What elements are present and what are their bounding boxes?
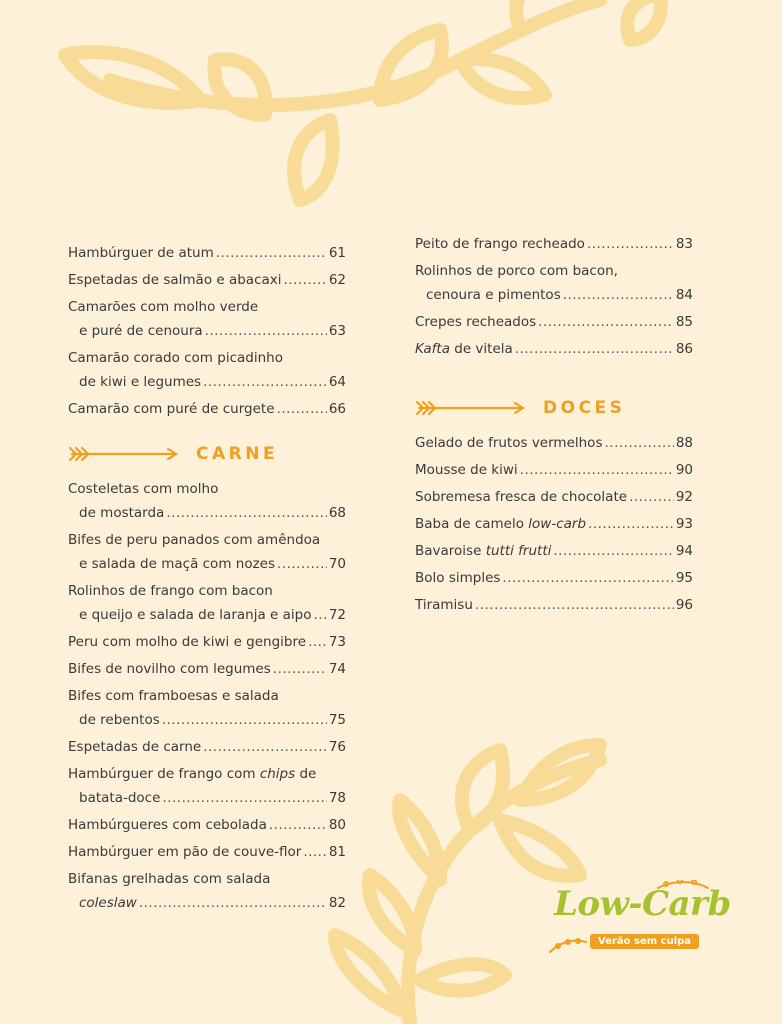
dot-leader <box>629 488 674 506</box>
entry-title <box>68 271 282 289</box>
entry-text-after: de <box>295 766 317 782</box>
entry-text: Peru com molho de kiwi e gengibre <box>68 634 307 650</box>
entry-text: batata-doce <box>79 790 161 806</box>
entry-text: Bifes de peru panados com amêndoa <box>68 532 321 548</box>
toc-entry <box>415 262 693 304</box>
page-number: 70 <box>328 556 346 572</box>
entry-text: Espetadas de salmão e abacaxi <box>68 272 282 288</box>
entry-title <box>415 488 627 506</box>
entry-title <box>415 515 586 533</box>
toc-line <box>68 298 346 316</box>
entry-text: Crepes recheados <box>415 314 537 330</box>
toc-line <box>415 434 693 452</box>
entry-text: de rebentos <box>79 712 160 728</box>
toc-entry <box>415 235 693 253</box>
dot-leader <box>216 244 327 262</box>
entry-text: Bavaroise <box>415 543 486 559</box>
section-title: DOCES <box>543 398 626 418</box>
toc-line <box>68 633 346 651</box>
entry-italic-text: low-carb <box>528 516 587 532</box>
toc-line <box>415 262 693 280</box>
toc-line <box>415 515 693 533</box>
entry-title <box>79 555 275 573</box>
toc-entry <box>68 633 346 651</box>
toc-line <box>68 271 346 289</box>
arrow-icon <box>415 399 529 417</box>
toc-entry <box>415 461 693 479</box>
toc-line <box>415 286 693 304</box>
page-number: 74 <box>328 661 346 677</box>
page-number: 81 <box>328 844 346 860</box>
dot-leader <box>515 340 674 358</box>
entry-text: Bifes de novilho com legumes <box>68 661 271 677</box>
page-number: 63 <box>328 323 346 339</box>
toc-line <box>68 816 346 834</box>
toc-entry <box>415 569 693 587</box>
toc-line <box>68 606 346 624</box>
page-number: 90 <box>675 462 693 478</box>
page-number: 94 <box>675 543 693 559</box>
toc-line <box>68 765 346 783</box>
brand-logo <box>548 880 738 960</box>
dot-leader <box>563 286 674 304</box>
page-number: 93 <box>675 516 693 532</box>
dot-leader <box>203 738 327 756</box>
dot-leader <box>162 789 326 807</box>
entry-title <box>415 313 536 331</box>
entry-text: Peito de frango recheado <box>415 236 585 252</box>
entry-title <box>68 298 258 316</box>
dot-leader <box>303 843 327 861</box>
page-number: 72 <box>328 607 346 623</box>
entry-text: e puré de cenoura <box>79 323 203 339</box>
entry-title <box>415 434 602 452</box>
toc-entry <box>68 480 346 522</box>
entry-title <box>68 244 214 262</box>
entry-title <box>79 504 164 522</box>
entry-title <box>426 286 561 304</box>
toc-line <box>415 488 693 506</box>
toc-line <box>68 349 346 367</box>
section-header-doces <box>415 398 693 418</box>
page-number: 75 <box>328 712 346 728</box>
entry-text: e queijo e salada de laranja e aipo <box>79 607 312 623</box>
entry-text: Camarão corado com picadinho <box>68 350 283 366</box>
toc-entry <box>68 687 346 729</box>
entry-text: Hambúrgueres com cebolada <box>68 817 267 833</box>
toc-line <box>68 373 346 391</box>
toc-line <box>415 340 693 358</box>
entry-title <box>415 461 518 479</box>
dot-leader <box>588 515 674 533</box>
entry-text: Costeletas com molho <box>68 481 219 497</box>
toc-line <box>415 313 693 331</box>
page-number: 88 <box>675 435 693 451</box>
toc-entry <box>415 542 693 560</box>
entry-title <box>68 582 273 600</box>
entry-text-after: de vitela <box>449 341 513 357</box>
entry-text: Mousse de kiwi <box>415 462 518 478</box>
toc-entry <box>68 816 346 834</box>
dot-leader <box>205 322 327 340</box>
page-number: 82 <box>328 895 346 911</box>
entry-title <box>79 373 201 391</box>
logo-title: Low-Carb <box>554 884 731 924</box>
dot-leader <box>277 555 327 573</box>
entry-text: Camarão com puré de curgete <box>68 401 275 417</box>
section-header-carne <box>68 444 346 464</box>
toc-line <box>415 461 693 479</box>
entry-title <box>68 870 270 888</box>
entry-text: Gelado de frutos vermelhos <box>415 435 603 451</box>
entry-title <box>68 480 218 498</box>
toc-line <box>415 235 693 253</box>
toc-line <box>68 322 346 340</box>
toc-list-peixe <box>68 244 346 418</box>
toc-line <box>68 660 346 678</box>
section-title: CARNE <box>196 444 279 464</box>
dot-leader <box>538 313 674 331</box>
entry-title <box>79 789 160 807</box>
toc-entry <box>68 531 346 573</box>
page-number: 76 <box>328 739 346 755</box>
toc-list-carne <box>68 480 346 912</box>
dot-leader <box>313 606 326 624</box>
dot-leader <box>203 373 327 391</box>
toc-entry <box>68 244 346 262</box>
entry-title <box>415 596 473 614</box>
entry-title <box>68 816 267 834</box>
toc-list-doces <box>415 434 693 614</box>
entry-title <box>68 765 316 783</box>
entry-italic-text: Kafta <box>415 341 450 357</box>
entry-text: Bifanas grelhadas com salada <box>68 871 271 887</box>
page-number: 80 <box>328 817 346 833</box>
dot-leader <box>139 894 327 912</box>
page-number: 85 <box>675 314 693 330</box>
toc-entry <box>415 488 693 506</box>
toc-line <box>68 555 346 573</box>
toc-line <box>68 711 346 729</box>
page-number: 61 <box>328 245 346 261</box>
entry-text: Sobremesa fresca de chocolate <box>415 489 628 505</box>
page-number: 64 <box>328 374 346 390</box>
toc-line <box>68 843 346 861</box>
toc-entry <box>415 515 693 533</box>
entry-italic-text: chips <box>259 766 296 782</box>
toc-entry <box>68 349 346 391</box>
toc-entry <box>415 434 693 452</box>
entry-title <box>79 322 203 340</box>
toc-entry <box>68 298 346 340</box>
entry-text: Baba de camelo <box>415 516 529 532</box>
dot-leader <box>475 596 674 614</box>
toc-line <box>68 582 346 600</box>
entry-text: Rolinhos de frango com bacon <box>68 583 273 599</box>
page-number: 66 <box>328 401 346 417</box>
entry-text: Hambúrguer em pão de couve-flor <box>68 844 302 860</box>
dot-leader <box>604 434 673 452</box>
toc-line <box>68 738 346 756</box>
entry-text: Hambúrguer de frango com <box>68 766 260 782</box>
toc-entry <box>68 870 346 912</box>
dot-leader <box>273 660 327 678</box>
entry-text: Tiramisu <box>415 597 473 613</box>
toc-entry <box>68 660 346 678</box>
dot-leader <box>284 271 327 289</box>
entry-title <box>79 894 137 912</box>
page-number: 96 <box>675 597 693 613</box>
toc-entry <box>68 738 346 756</box>
toc-entry <box>68 400 346 418</box>
toc-line <box>68 480 346 498</box>
toc-entry <box>415 313 693 331</box>
entry-text: de mostarda <box>79 505 165 521</box>
entry-title <box>68 660 271 678</box>
toc-line <box>415 542 693 560</box>
arrow-icon <box>68 445 182 463</box>
toc-entry <box>68 765 346 807</box>
toc-entry <box>68 843 346 861</box>
toc-right-column <box>415 235 693 623</box>
toc-entry <box>68 582 346 624</box>
toc-line <box>68 789 346 807</box>
entry-text: Bolo simples <box>415 570 501 586</box>
entry-text: Bifes com framboesas e salada <box>68 688 279 704</box>
page-number: 73 <box>328 634 346 650</box>
page-number: 86 <box>675 341 693 357</box>
dot-leader <box>162 711 327 729</box>
toc-line <box>415 569 693 587</box>
toc-line <box>68 870 346 888</box>
entry-title <box>68 400 275 418</box>
entry-title <box>79 711 160 729</box>
entry-text: Camarões com molho verde <box>68 299 259 315</box>
dot-leader <box>166 504 326 522</box>
toc-line <box>68 531 346 549</box>
page-number: 95 <box>675 570 693 586</box>
entry-text: Hambúrguer de atum <box>68 245 214 261</box>
page-number: 62 <box>328 272 346 288</box>
entry-italic-text: coleslaw <box>79 895 137 911</box>
entry-title <box>415 340 513 358</box>
toc-left-column <box>68 244 346 921</box>
entry-text: Espetadas de carne <box>68 739 202 755</box>
entry-title <box>79 606 311 624</box>
page-number: 84 <box>675 287 693 303</box>
entry-italic-text: tutti frutti <box>485 543 552 559</box>
entry-title <box>415 542 551 560</box>
entry-text: Rolinhos de porco com bacon, <box>415 263 618 279</box>
entry-title <box>68 633 306 651</box>
page-number: 68 <box>328 505 346 521</box>
dot-leader <box>553 542 673 560</box>
page-number: 78 <box>328 790 346 806</box>
toc-entry <box>415 340 693 358</box>
entry-title <box>415 262 618 280</box>
dot-leader <box>520 461 674 479</box>
entry-title <box>68 687 279 705</box>
toc-entry <box>415 596 693 614</box>
entry-title <box>415 569 500 587</box>
entry-title <box>68 349 283 367</box>
entry-text: e salada de maçã com nozes <box>79 556 276 572</box>
entry-title <box>68 843 301 861</box>
toc-list-continued <box>415 235 693 358</box>
dot-leader <box>277 400 327 418</box>
logo-subtitle: Verão sem culpa <box>590 934 699 949</box>
toc-line <box>68 504 346 522</box>
entry-text: de kiwi e legumes <box>79 374 202 390</box>
page-number: 92 <box>675 489 693 505</box>
toc-line <box>415 596 693 614</box>
dot-leader <box>308 633 327 651</box>
entry-title <box>415 235 585 253</box>
dot-leader <box>587 235 674 253</box>
entry-title <box>68 531 320 549</box>
entry-text: cenoura e pimentos <box>426 287 561 303</box>
entry-title <box>68 738 201 756</box>
dot-leader <box>269 816 327 834</box>
toc-line <box>68 687 346 705</box>
page-number: 83 <box>675 236 693 252</box>
dot-leader <box>502 569 673 587</box>
toc-line <box>68 400 346 418</box>
toc-line <box>68 894 346 912</box>
toc-line <box>68 244 346 262</box>
toc-entry <box>68 271 346 289</box>
